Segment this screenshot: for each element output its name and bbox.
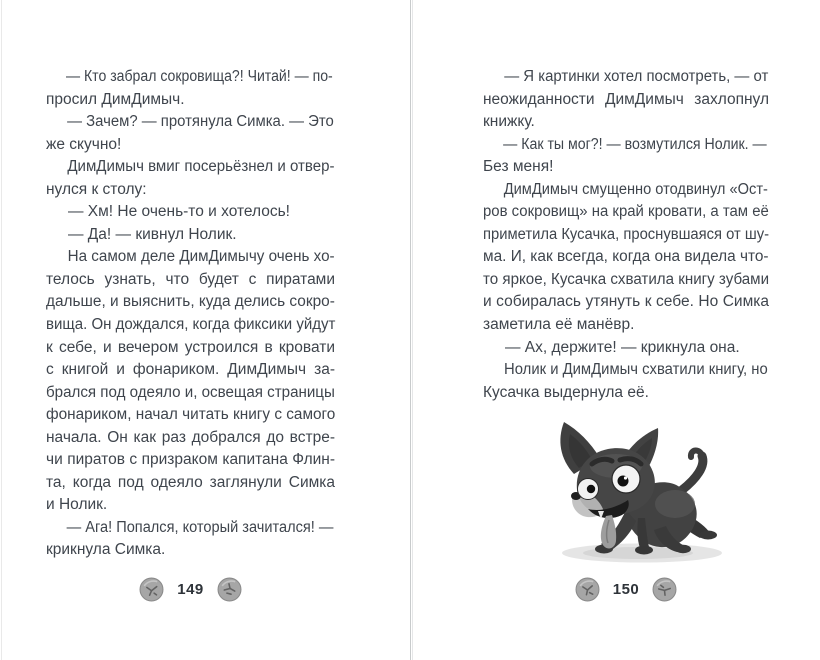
text-line: и Нолик.: [46, 496, 108, 514]
dog-tail: [682, 456, 703, 490]
page-149-footer: [46, 577, 335, 602]
text-line: брался под одеяло и, освещая страницы: [46, 383, 335, 401]
dog-eye-highlight: [624, 476, 627, 479]
page-number: 150: [612, 581, 640, 598]
text-line: и собиралась утянуть к себе. Но Симка: [483, 293, 769, 311]
page-gutter-line: [410, 0, 411, 660]
text-line: — Ах, держите! — крикнула она.: [505, 338, 740, 356]
dog-paw: [699, 531, 717, 540]
text-line: начала. Он как раз добрался до встре-: [46, 428, 335, 446]
page-150-footer: [483, 577, 769, 602]
page-149-text: [46, 66, 335, 562]
text-line: дальше, и выяснить, куда делись сокро-: [46, 293, 335, 311]
text-line: ДимДимыч вмиг посерьёзнел и отвер-: [67, 158, 335, 176]
dog-tail-hook: [691, 450, 702, 457]
kusachka-dog-illustration: [540, 412, 722, 568]
text-line: неожиданности ДимДимыч захлопнул: [483, 90, 769, 108]
text-line: — Кто забрал сокровища?! Читай! — по-: [65, 68, 333, 85]
text-line: заметила её манёвр.: [483, 316, 635, 334]
text-line: — Ага! Попался, который зачитался! —: [66, 518, 334, 536]
screw-icon: [139, 577, 164, 602]
text-line: ров сокровищ» на край кровати, а там её: [483, 203, 769, 221]
dog-paw: [675, 545, 691, 553]
text-line: На самом деле ДимДимычу очень хо-: [67, 248, 335, 266]
text-line: фонариком, начал читать книгу с самого: [46, 406, 336, 424]
text-line: с книгой и фонариком. ДимДимыч за-: [46, 361, 335, 379]
text-line: Нолик и ДимДимыч схватили книгу, но: [504, 361, 768, 379]
page-gutter-highlight: [412, 0, 413, 660]
text-line: вища. Он дождался, когда фиксики уйдут: [46, 316, 336, 334]
text-line: Без меня!: [483, 158, 554, 176]
text-line: — Хм! Не очень-то и хотелось!: [68, 203, 290, 221]
page-edge-line: [1, 0, 2, 660]
text-line: — Как ты мог?! — возмутился Нолик. —: [503, 135, 767, 153]
dog-paw: [635, 546, 653, 555]
text-line: нулся к столу:: [46, 180, 147, 198]
screw-icon: [217, 577, 242, 602]
text-line: — Я картинки хотел посмотреть, — от: [504, 68, 769, 85]
screw-icon: [652, 577, 677, 602]
text-line: к себе, и вечером устроился в кровати: [46, 338, 335, 356]
text-line: просил ДимДимыч.: [46, 90, 185, 108]
text-line: — Да! — кивнул Нолик.: [68, 225, 237, 243]
dog-haunch-highlight: [655, 490, 695, 518]
text-line: то яркое, Кусачка схватила книгу зубами: [483, 270, 770, 288]
text-line: же скучно!: [46, 135, 122, 153]
screw-icon: [575, 577, 600, 602]
text-line: книжку.: [483, 113, 535, 131]
text-line: Кусачка выдернула её.: [483, 383, 649, 401]
text-line: приметила Кусачка, проснувшаяся от шу-: [483, 225, 770, 243]
text-line: — Зачем? — протянула Симка. — Это: [67, 113, 334, 131]
text-line: телось узнать, что будет с пиратами: [46, 270, 335, 288]
page-number: 149: [177, 581, 204, 598]
text-line: чи пиратов с призраком капитана Флин-: [46, 451, 335, 469]
page-150-text: [483, 66, 769, 404]
dog-pupil-left: [587, 485, 595, 493]
text-line: ДимДимыч смущенно отодвинул «Ост-: [503, 180, 768, 198]
text-line: ма. И, как всегда, когда она видела что-: [483, 248, 769, 266]
text-line: та, когда под одеяло заглянули Симка: [46, 473, 335, 491]
text-line: крикнула Симка.: [46, 541, 166, 559]
